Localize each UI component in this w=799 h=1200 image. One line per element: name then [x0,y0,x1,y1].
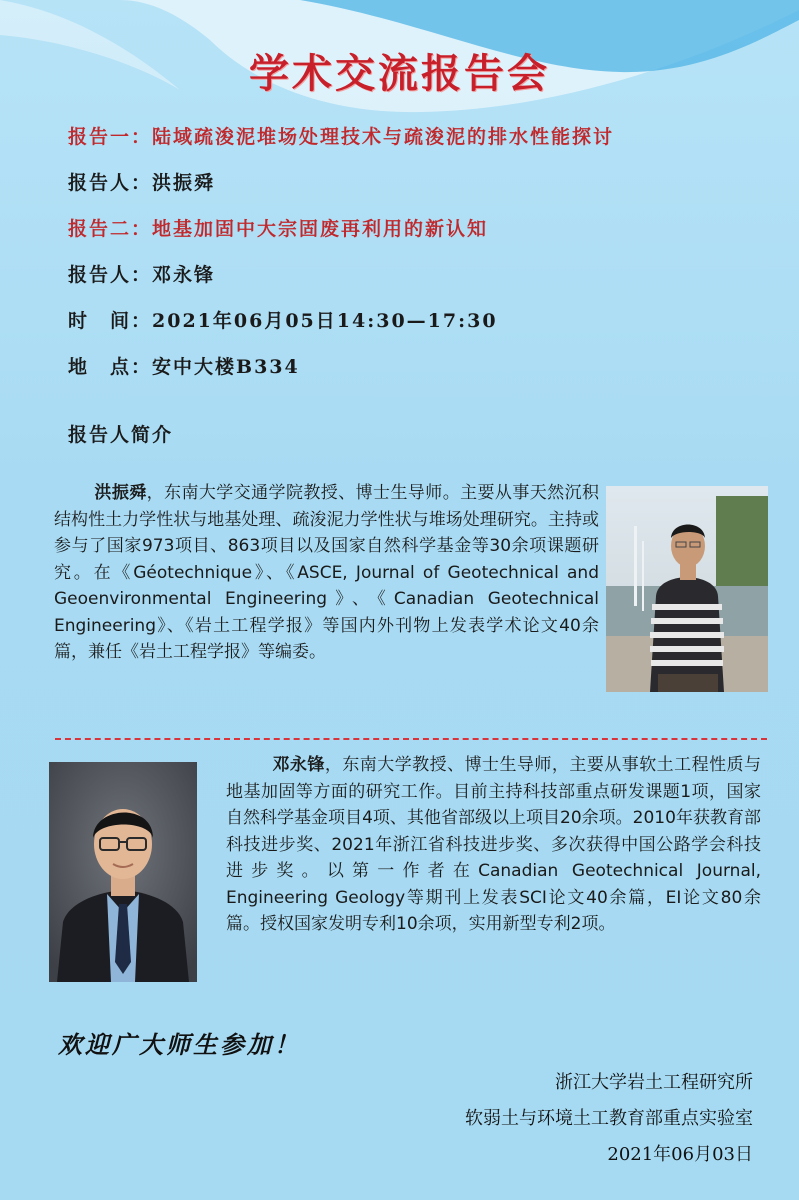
section-divider [55,738,767,740]
speaker-two-name: 邓永锋 [152,264,216,286]
organizer-institute: 浙江大学岩土工程研究所 [555,1072,753,1093]
speaker-two-bio-text: ，东南大学教授、博士生导师，主要从事软土工程性质与地基加固等方面的研究工作。目前主持科技部重点研发课题1项，国家自然科学基金项目4项、其他省部级以上项目20余项。2010年获教育部科技进步奖、2021年浙江省科技进步奖、多次获得中国公路学会科技进步奖。以第一作者在Canadian Geotechnical Journal, Engineering Geology等期刊上发表SCI论文40余篇，EI论文80余篇。授权国家发明专利10余项，实用新型专利2项。 [226,755,762,934]
time-line [68,306,498,333]
issue-date: 2021年06月03日 [607,1144,753,1165]
place-label: 地 点： [68,356,153,378]
place-value: 安中大楼B334 [152,356,300,378]
talk-one-label: 报告一： [68,126,153,148]
speaker-two-photo [49,762,197,982]
time-value: 2021年06月05日14:30—17:30 [152,310,498,332]
page-title: 学术交流报告会 [249,51,550,97]
talk-one-topic: 陆域疏浚泥堆场处理技术与疏浚泥的排水性能探讨 [152,126,615,148]
talk-one-line [68,122,614,149]
time-label: 时 间： [68,310,153,332]
speaker-two-label: 报告人： [68,264,153,286]
speaker-one-label: 报告人： [68,172,153,194]
speaker-one-bio-name: 洪振舜 [94,483,147,503]
organizer-lab: 软弱土与环境土工教育部重点实验室 [465,1108,753,1129]
speaker-one-photo [606,486,768,692]
speaker-one-bio [54,480,599,666]
welcome-message: 欢迎广大师生参加！ [58,1030,301,1059]
speaker-two-bio-name: 邓永锋 [272,755,325,775]
speaker-one-name: 洪振舜 [152,172,216,194]
speaker-two-line [68,260,215,287]
talk-two-label: 报告二： [68,218,153,240]
speaker-one-line [68,168,215,195]
speaker-one-bio-text: ，东南大学交通学院教授、博士生导师。主要从事天然沉积结构性土力学性状与地基处理、疏浚泥力学性状与堆场处理研究。主持或参与了国家973项目、863项目以及国家自然科学基金等30余项课题研究。在《Géotechnique》、《ASCE, Journal of Geotechnical and Geoenvironmental Engineering》、《Canadian Geotechnical Engineering》、《岩土工程学报》等国内外刊物上发表学术论文40余篇，兼任《岩土工程学报》等编委。 [54,483,599,662]
place-line [68,352,300,379]
talk-two-topic: 地基加固中大宗固废再利用的新认知 [152,218,489,240]
talk-two-line [68,214,488,241]
speaker-two-bio [226,752,761,938]
intro-title: 报告人简介 [68,424,174,446]
